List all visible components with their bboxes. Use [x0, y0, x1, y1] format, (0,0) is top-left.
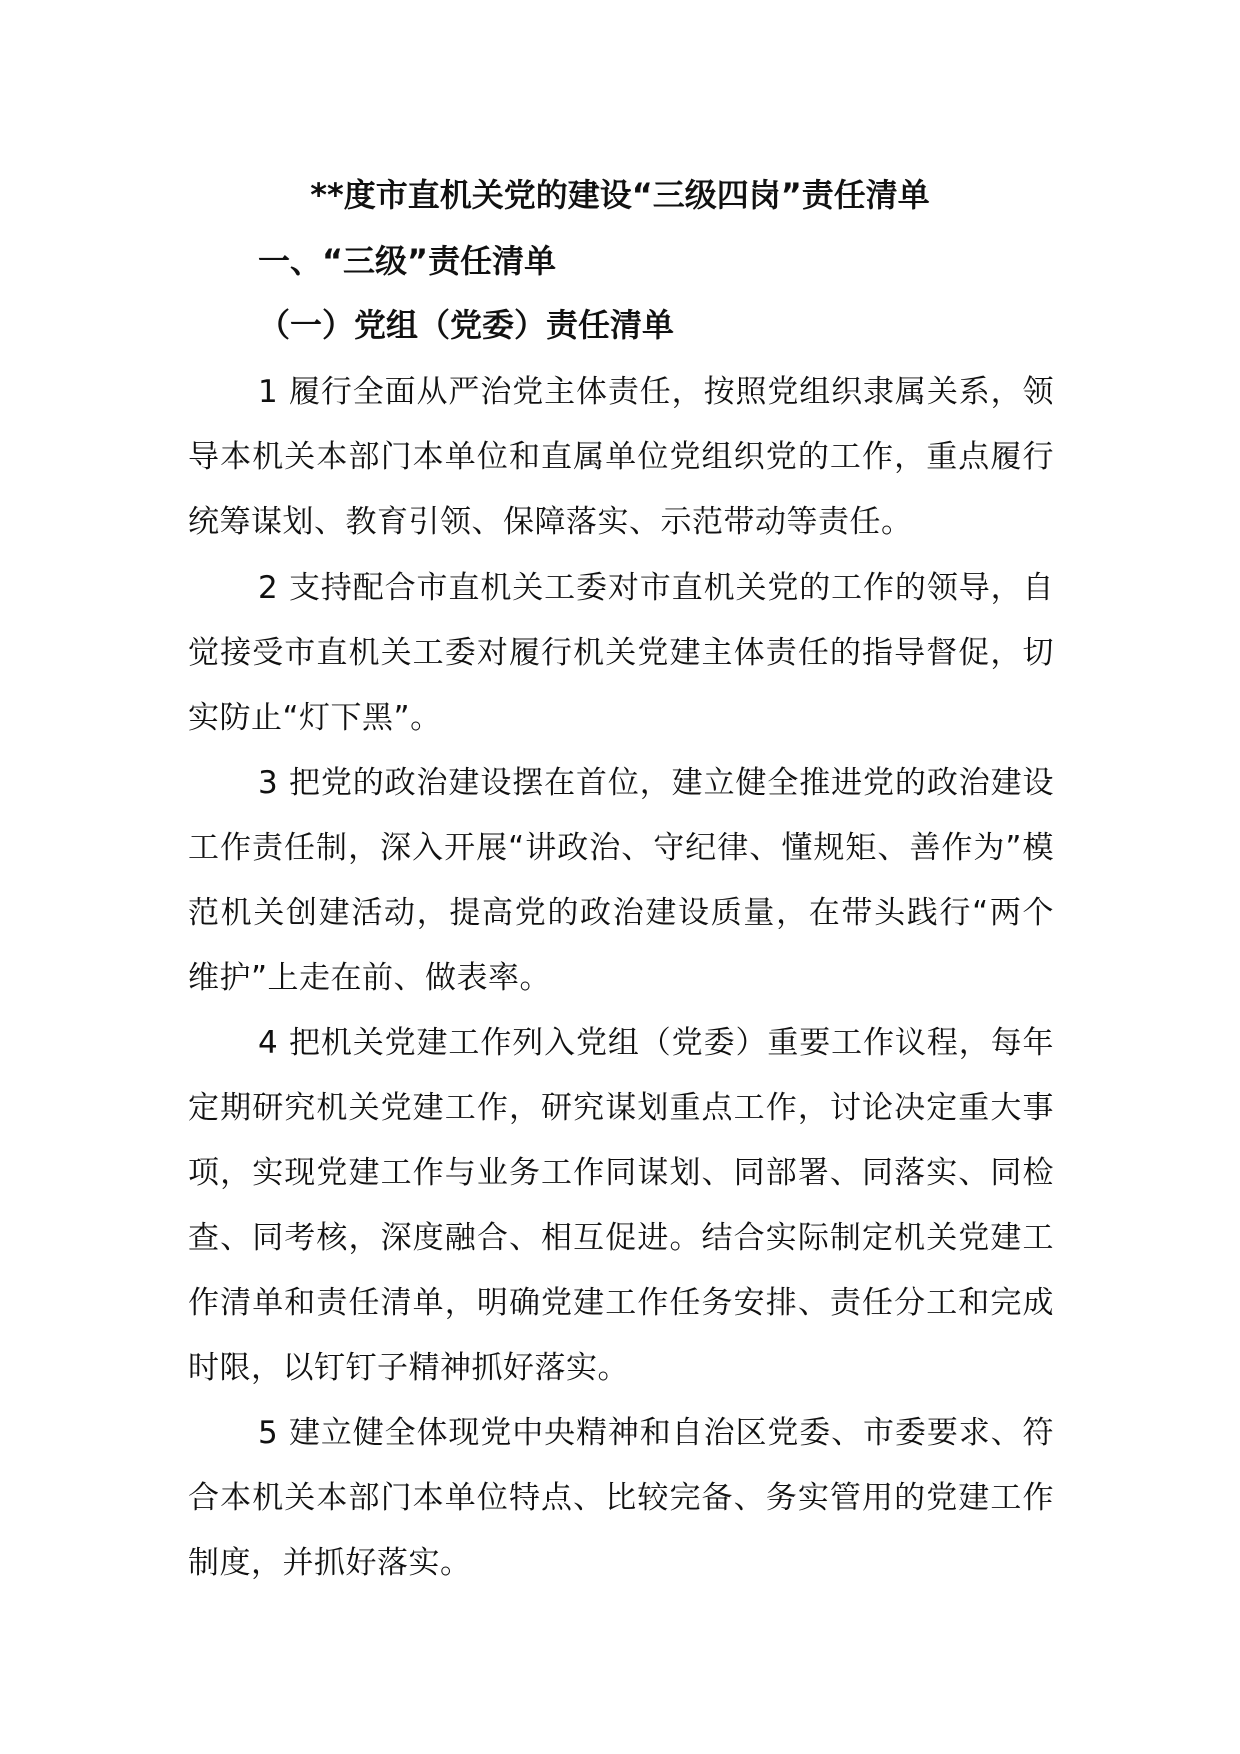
paragraph-5: 5 建立健全体现党中央精神和自治区党委、市委要求、符合本机关本部门本单位特点、比较完备、务实管用的党建工作制度，并抓好落实。	[188, 1415, 1054, 1581]
paragraph-1: 1 履行全面从严治党主体责任，按照党组织隶属关系，领导本机关本部门本单位和直属单位党组织党的工作，重点履行统筹谋划、教育引领、保障落实、示范带动等责任。	[188, 374, 1054, 540]
subsection-heading: （一）党组（党委）责任清单	[258, 306, 675, 344]
document-title: **度市直机关党的建设“三级四岗”责任清单	[310, 176, 930, 214]
section-heading: 一、“三级”责任清单	[258, 242, 557, 280]
paragraph-4: 4 把机关党建工作列入党组（党委）重要工作议程，每年定期研究机关党建工作，研究谋划重点工作，讨论决定重大事项，实现党建工作与业务工作同谋划、同部署、同落实、同检查、同考核，深度融合、相互促进。结合实际制定机关党建工作清单和责任清单，明确党建工作任务安排、责任分工和完成时限，以钉钉子精神抓好落实。	[188, 1025, 1054, 1386]
paragraph-2: 2 支持配合市直机关工委对市直机关党的工作的领导，自觉接受市直机关工委对履行机关党建主体责任的指导督促，切实防止“灯下黑”。	[188, 570, 1054, 736]
paragraph-3: 3 把党的政治建设摆在首位，建立健全推进党的政治建设工作责任制，深入开展“讲政治、守纪律、懂规矩、善作为”模范机关创建活动，提高党的政治建设质量，在带头践行“两个维护”上走在前、做表率。	[188, 765, 1054, 996]
